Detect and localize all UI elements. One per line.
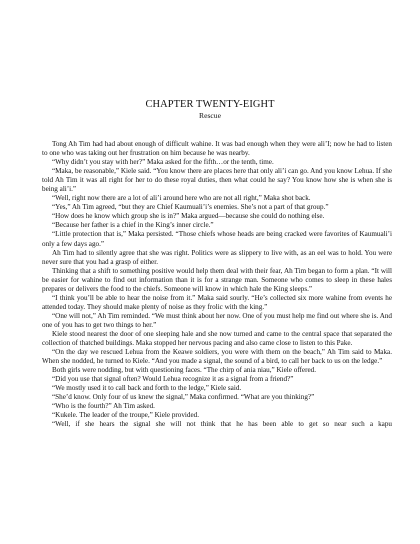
paragraph: “I think you’ll be able to hear the noise from it.” Maka said sourly. “He’s collected six more wahine from events he attended today. They should make plenty of noise as they frolic with the king.” (42, 293, 392, 311)
paragraph: “Why didn’t you stay with her?” Maka asked for the fifth…or the tenth, time. (52, 158, 274, 167)
paragraph: Ah Tim had to silently agree that she was right. Politics were as slippery to live with, as an eel was to hold. You were never sure that you had a grasp of either. (42, 248, 392, 266)
paragraph: Tong Ah Tim had had about enough of difficult wahine. It was bad enough when they were ali’I; now he had to listen to one who was taking out her frustration on him because he was nearby. (42, 140, 392, 158)
chapter-title: CHAPTER TWENTY-EIGHT (145, 99, 275, 110)
paragraph: “Maka, be reasonable,” Kiele said. “You know there are places here that only ali’i can go. And you know Lehua. If she told Ah Tim it was all right for her to do these royal duties, then what could he say? You know how she is when she is being ali’i.” (42, 167, 392, 194)
paragraph: “How does he know which group she is in?” Maka argued—because she could do nothing else. (52, 212, 325, 221)
chapter-subtitle: Rescue (199, 111, 221, 120)
paragraph: “Little protection that is,” Maka persisted. “Those chiefs whose heads are being cracked were favorites of Kaumuali’i only a few days ago.” (42, 230, 392, 248)
paragraph: “Kukele. The leader of the troupe,” Kiele provided. (52, 411, 199, 420)
paragraph: “One will not,” Ah Tim reminded. “We must think about her now. One of you must help me find out where she is. And one of you has to get two things to her.” (42, 311, 392, 329)
paragraph: “She’d know. Only four of us knew the signal,” Maka confirmed. “What are you thinking?” (52, 393, 315, 402)
paragraph: “We mostly used it to call back and forth to the ledge,” Kiele said. (52, 384, 242, 393)
paragraph: “Who is the fourth?” Ah Tim asked. (52, 402, 155, 411)
chapter-body (42, 140, 392, 430)
paragraph: “Well, right now there are a lot of ali’i around here who are not all right,” Maka shot back. (52, 194, 311, 203)
paragraph: “Did you use that signal often? Would Lehua recognize it as a signal from a friend?” (52, 375, 294, 384)
paragraph: Both girls were nodding, but with questioning faces. “The chirp of ania niau,” Kiele offered. (52, 366, 316, 375)
paragraph: Kiele stood nearest the door of one sleeping hale and she now turned and came to the central space that separated the collection of thatched buildings. Maka stopped her nervous pacing and also came close to listen to this Pake. (42, 329, 392, 348)
paragraph: “Because her father is a chief in the King’s inner circle.” (52, 221, 214, 230)
paragraph: “On the day we rescued Lehua from the Keawe soldiers, you were with them on the beach,” Ah Tim said to Maka. When she nodded, he turned to Kiele. “And you made a signal, the sound of a bird, to call her back to us on the ledge.” (42, 348, 392, 366)
paragraph: Thinking that a shift to something positive would help them deal with their fear, Ah Tim began to form a plan. “It will be easier for wahine to find out information than it is for a strange man. Someone who comes to sleep in these hales prepares or delivers the food to the chiefs. Someone will know in which hale the King sleeps.” (42, 266, 392, 293)
paragraph: “Yes,” Ah Tim agreed, “but they are Chief Kaumuali’i’s enemies. She’s not a part of that group.” (52, 203, 329, 212)
paragraph: “Well, if she hears the signal she will not think that he has been able to get so near such a kapu (52, 420, 392, 429)
